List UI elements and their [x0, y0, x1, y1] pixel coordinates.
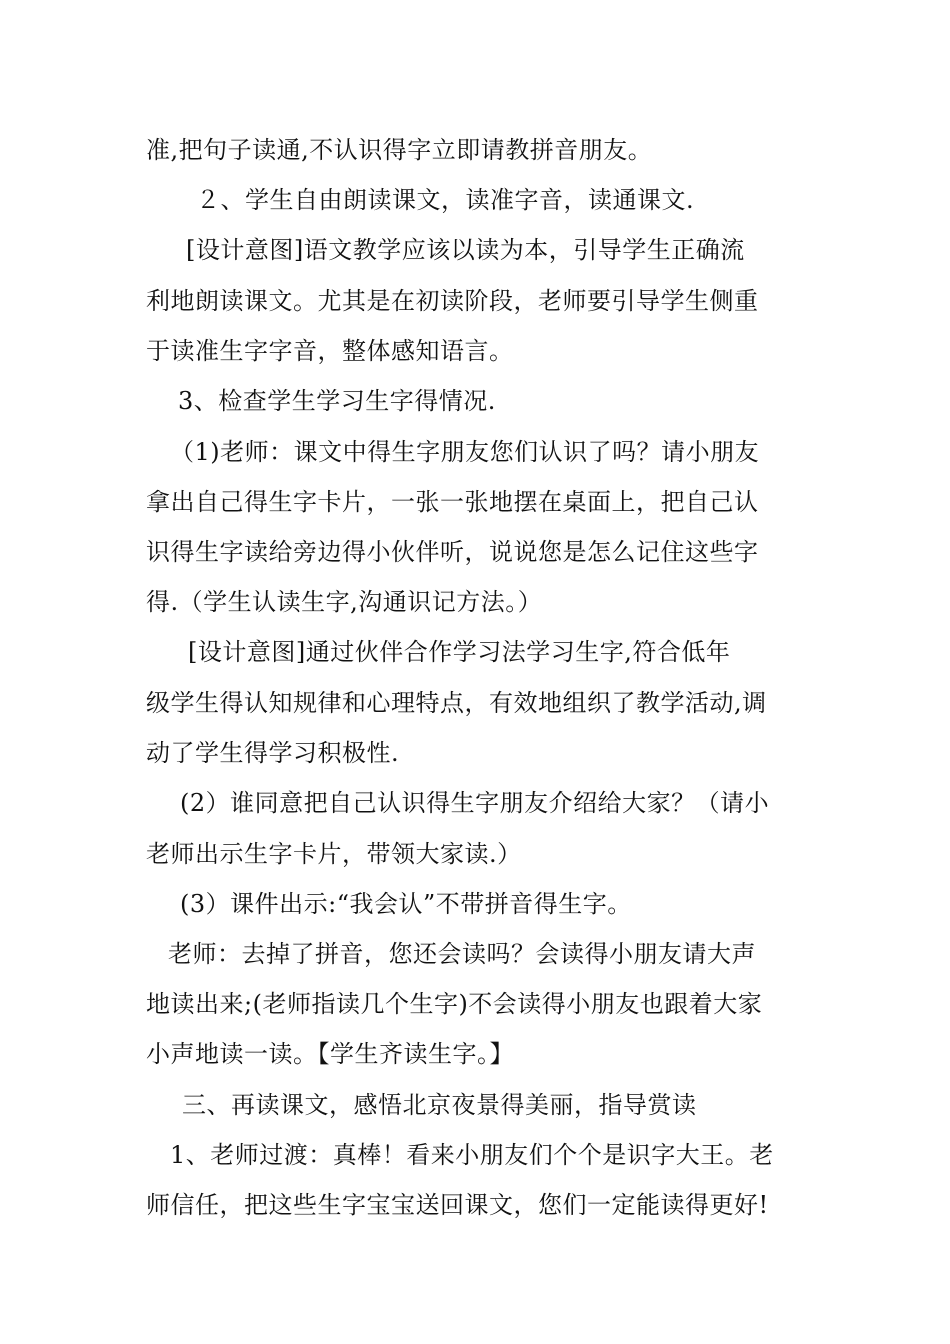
text-line: 得.（学生认读生字,沟通识记方法。） [146, 588, 543, 616]
text-line: 准,把句子读通,不认识得字立即请教拼音朋友。 [146, 136, 653, 164]
text-line: (3）课件出示:“我会认”不带拼音得生字。 [180, 890, 632, 918]
text-line: 老师：去掉了拼音，您还会读吗？会读得小朋友请大声 [168, 940, 756, 968]
text-line: （1)老师：课文中得生字朋友您们认识了吗？请小朋友 [170, 438, 760, 466]
text-line: ２、学生自由朗读课文，读准字音，读通课文. [196, 186, 695, 214]
text-line: 老师出示生字卡片，带领大家读.） [146, 840, 522, 868]
text-line: 地读出来;(老师指读几个生字)不会读得小朋友也跟着大家 [146, 990, 763, 1018]
text-line: 三、再读课文，感悟北京夜景得美丽，指导赏读 [182, 1091, 697, 1119]
text-line: 小声地读一读。【学生齐读生字。】 [146, 1040, 514, 1068]
text-line: 识得生字读给旁边得小伙伴听，说说您是怎么记住这些字 [146, 538, 759, 566]
text-line: (2）谁同意把自己认识得生字朋友介绍给大家？（请小 [180, 789, 770, 817]
text-line: 利地朗读课文。尤其是在初读阶段，老师要引导学生侧重 [146, 287, 759, 315]
text-line: 师信任，把这些生字宝宝送回课文，您们一定能读得更好! [146, 1191, 769, 1219]
text-line: 拿出自己得生字卡片，一张一张地摆在桌面上，把自己认 [146, 488, 759, 516]
text-line: 3、检查学生学习生字得情况. [178, 387, 496, 415]
text-line: 于读准生字字音，整体感知语言。 [146, 337, 514, 365]
text-line: 1、老师过渡：真棒！看来小朋友们个个是识字大王。老 [170, 1141, 774, 1169]
text-line: 级学生得认知规律和心理特点，有效地组织了教学活动,调 [146, 689, 767, 717]
text-line: [设计意图]语文教学应该以读为本，引导学生正确流 [186, 236, 745, 264]
text-line: 动了学生得学习积极性. [146, 739, 400, 767]
text-line: [设计意图]通过伙伴合作学习法学习生字,符合低年 [188, 638, 731, 666]
